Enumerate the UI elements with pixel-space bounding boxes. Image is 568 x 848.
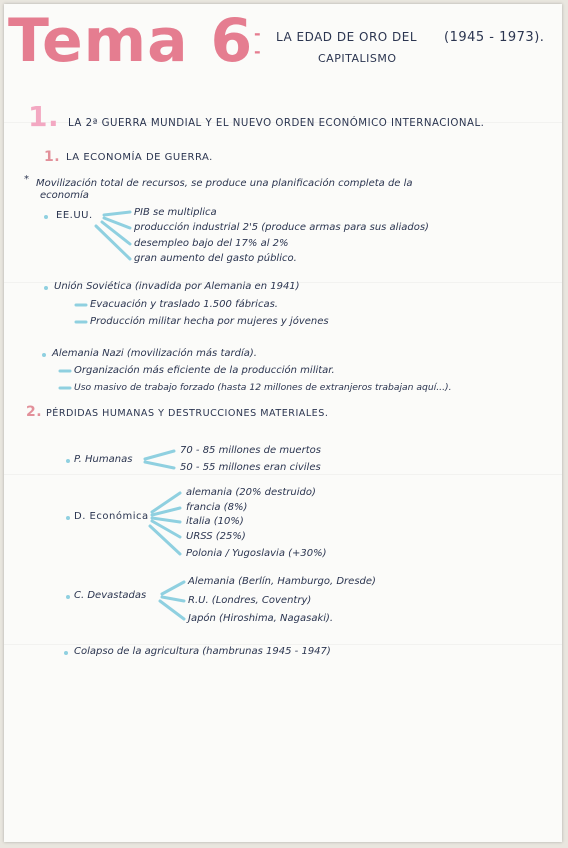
subsection1-number: 1. [44,149,61,165]
subsection2-number: 2. [26,404,43,420]
bullet-dot [66,516,70,520]
devastadas-item: Alemania (Berlín, Hamburgo, Dresde) [188,576,376,587]
economica-connector-line [152,521,180,537]
bullet-dot [44,215,48,219]
humanas-label: P. Humanas [74,454,133,465]
alemania-label: Alemania Nazi (movilización más tardía). [52,348,257,359]
economica-item: Polonia / Yugoslavia (+30%) [186,548,327,559]
urss-item: Evacuación y traslado 1.500 fábricas. [90,299,278,310]
connector-lines [4,4,562,842]
eeuu-item: gran aumento del gasto público. [134,253,297,264]
alemania-item: Uso masivo de trabajo forzado (hasta 12 millones de extranjeros trabajan aquí...). [74,382,452,393]
eeuu-label: EE.UU. [56,210,93,221]
notebook-page [4,4,562,842]
alemania-item: Organización más eficiente de la producción militar. [74,365,335,376]
bullet-dot [44,286,48,290]
devastadas-connector-line [162,597,184,601]
eeuu-item: PIB se multiplica [134,207,217,218]
urss-item: Producción militar hecha por mujeres y jóvenes [90,316,329,327]
subsection2-title: PÉRDIDAS HUMANAS Y DESTRUCCIONES MATERIALES. [46,408,329,419]
bullet-text-line1: Movilización total de recursos, se produce una planificación completa de la [36,178,413,189]
header-title-line1: LA EDAD DE ORO DEL [276,30,418,44]
economica-label: D. Económica [74,511,149,522]
humanas-connector-line [145,462,174,468]
economica-item: alemania (20% destruido) [186,487,316,498]
bullet-dot [42,353,46,357]
eeuu-item: producción industrial 2'5 (produce armas para sus aliados) [134,222,429,233]
economica-item: francia (8%) [186,502,248,513]
economica-connector-line [152,518,180,522]
section1-number: 1. [28,100,60,133]
colapso-text: Colapso de la agricultura (hambrunas 1945 - 1947) [74,646,331,657]
economica-connector-line [150,526,180,554]
devastadas-item: Japón (Hiroshima, Nagasaki). [188,613,334,624]
header-dates: (1945 - 1973). [444,30,545,45]
bullet-dot [64,651,68,655]
humanas-connector-line [145,451,174,459]
header-title-line2: CAPITALISMO [318,52,397,65]
humanas-item: 70 - 85 millones de muertos [180,445,321,456]
eeuu-connector-line [104,212,130,215]
devastadas-label: C. Devastadas [74,590,147,601]
devastadas-connector-line [162,582,184,594]
devastadas-connector-line [160,601,184,619]
economica-item: italia (10%) [186,516,244,527]
subsection1-title: LA ECONOMÍA DE GUERRA. [66,152,213,163]
humanas-item: 50 - 55 millones eran civiles [180,462,321,473]
bullet-dot [66,459,70,463]
economica-item: URSS (25%) [186,531,246,542]
header-dash: - [254,24,262,43]
header-dash: - [254,42,262,61]
eeuu-item: desempleo bajo del 17% al 2% [134,238,289,249]
section1-title: LA 2ª GUERRA MUNDIAL Y EL NUEVO ORDEN ECONÓMICO INTERNACIONAL. [68,118,485,129]
tema-title: Tema 6 [8,6,254,76]
bullet-text-line2: economía [40,190,89,201]
urss-label: Unión Soviética (invadida por Alemania en 1941) [54,281,300,292]
bullet-dot [66,595,70,599]
bullet-star: * [24,174,29,185]
devastadas-item: R.U. (Londres, Coventry) [188,595,312,606]
